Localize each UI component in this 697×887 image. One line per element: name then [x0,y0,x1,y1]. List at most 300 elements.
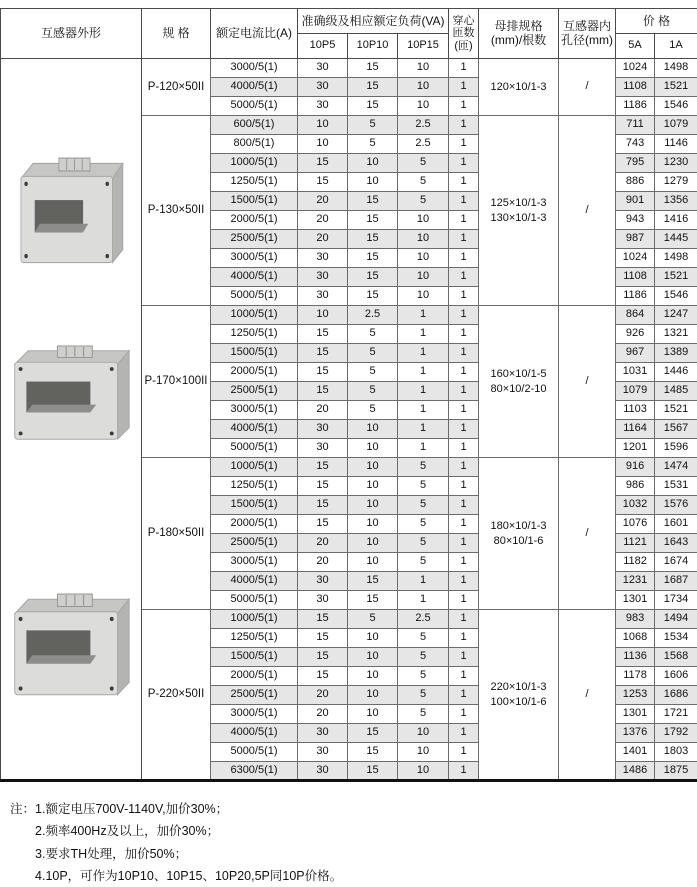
cell-10p5: 30 [298,591,348,610]
cell-10p10: 10 [348,515,398,534]
cell-ratio: 2000/5(1) [211,515,298,534]
busbar-spec: 220×10/1-3 100×10/1-6 [479,610,559,781]
cell-10p15: 10 [398,762,449,781]
note-item-4: 4.10P，可作为10P10、10P15、10P20,5P同10P价格。 [35,865,342,887]
cell-10p15: 5 [398,477,449,496]
header-price-5a: 5A [616,34,655,59]
cell-turns: 1 [449,287,479,306]
cell-price-5a: 1136 [616,648,655,667]
header-spec: 规 格 [142,9,211,59]
cell-ratio: 2000/5(1) [211,667,298,686]
cell-price-1a: 1279 [655,173,697,192]
cell-price-5a: 986 [616,477,655,496]
cell-10p5: 30 [298,287,348,306]
cell-10p15: 10 [398,287,449,306]
cell-10p10: 10 [348,667,398,686]
cell-turns: 1 [449,610,479,629]
cell-price-5a: 1301 [616,591,655,610]
cell-turns: 1 [449,192,479,211]
cell-10p5: 15 [298,496,348,515]
cell-turns: 1 [449,496,479,515]
cell-10p15: 10 [398,230,449,249]
cell-10p15: 5 [398,629,449,648]
cell-10p15: 1 [398,420,449,439]
cell-10p10: 2.5 [348,306,398,325]
cell-10p15: 5 [398,686,449,705]
cell-price-5a: 1068 [616,629,655,648]
cell-10p5: 15 [298,382,348,401]
cell-price-1a: 1792 [655,724,697,743]
header-busbar [479,9,559,59]
cell-turns: 1 [449,553,479,572]
cell-turns: 1 [449,629,479,648]
cell-ratio: 3000/5(1) [211,553,298,572]
header-bore-line1: 互感器内 [560,20,614,34]
cell-ratio: 5000/5(1) [211,287,298,306]
cell-ratio: 4000/5(1) [211,724,298,743]
cell-price-5a: 711 [616,116,655,135]
cell-10p10: 5 [348,325,398,344]
cell-ratio: 5000/5(1) [211,439,298,458]
cell-10p15: 5 [398,553,449,572]
cell-price-5a: 864 [616,306,655,325]
cell-turns: 1 [449,154,479,173]
cell-price-1a: 1146 [655,135,697,154]
cell-ratio: 1500/5(1) [211,648,298,667]
cell-10p10: 10 [348,705,398,724]
cell-price-5a: 1076 [616,515,655,534]
cell-price-5a: 967 [616,344,655,363]
cell-10p5: 30 [298,420,348,439]
cell-turns: 1 [449,249,479,268]
header-turns-line3: (匝) [450,40,477,53]
header-10p5: 10P5 [298,34,348,59]
cell-turns: 1 [449,325,479,344]
cell-10p15: 5 [398,534,449,553]
bore-value: / [559,59,616,116]
cell-price-5a: 987 [616,230,655,249]
cell-10p15: 5 [398,705,449,724]
cell-price-5a: 1032 [616,496,655,515]
cell-price-1a: 1606 [655,667,697,686]
cell-price-5a: 1108 [616,78,655,97]
cell-10p10: 15 [348,59,398,78]
cell-10p5: 30 [298,724,348,743]
cell-price-1a: 1485 [655,382,697,401]
cell-10p5: 20 [298,553,348,572]
cell-ratio: 5000/5(1) [211,743,298,762]
transformer-illustration [14,157,128,269]
cell-10p10: 10 [348,173,398,192]
cell-ratio: 5000/5(1) [211,591,298,610]
cell-turns: 1 [449,78,479,97]
header-bore [559,9,616,59]
cell-price-1a: 1247 [655,306,697,325]
cell-10p10: 5 [348,610,398,629]
header-busbar-line2: (mm)/根数 [480,34,557,48]
cell-ratio: 1250/5(1) [211,629,298,648]
cell-ratio: 4000/5(1) [211,268,298,287]
cell-10p10: 15 [348,192,398,211]
cell-10p5: 15 [298,325,348,344]
cell-price-5a: 943 [616,211,655,230]
cell-price-5a: 926 [616,325,655,344]
transformer-illustration [7,345,135,445]
cell-price-1a: 1546 [655,287,697,306]
table-header [1,9,697,59]
cell-price-5a: 1108 [616,268,655,287]
cell-10p10: 10 [348,458,398,477]
cell-turns: 1 [449,743,479,762]
cell-10p5: 30 [298,97,348,116]
table-body [1,59,697,781]
cell-price-1a: 1687 [655,572,697,591]
cell-price-1a: 1356 [655,192,697,211]
header-turns-line2: 匝数 [450,27,477,40]
cell-10p15: 10 [398,78,449,97]
cell-10p10: 15 [348,724,398,743]
cell-price-1a: 1079 [655,116,697,135]
header-bore-line2: 孔径(mm) [560,34,614,48]
cell-turns: 1 [449,420,479,439]
cell-ratio: 2500/5(1) [211,230,298,249]
cell-10p15: 1 [398,401,449,420]
cell-ratio: 4000/5(1) [211,572,298,591]
cell-turns: 1 [449,515,479,534]
cell-ratio: 800/5(1) [211,135,298,154]
cell-10p10: 15 [348,97,398,116]
cell-10p15: 1 [398,439,449,458]
cell-10p5: 30 [298,268,348,287]
transformer-spec-table [0,8,697,782]
cell-price-1a: 1674 [655,553,697,572]
cell-10p10: 5 [348,363,398,382]
cell-10p10: 15 [348,762,398,781]
spec-label: P-120×50II [142,59,211,116]
cell-10p15: 5 [398,458,449,477]
cell-10p5: 30 [298,743,348,762]
cell-10p5: 20 [298,534,348,553]
transformer-photos-cell [1,59,142,781]
cell-turns: 1 [449,762,479,781]
cell-turns: 1 [449,135,479,154]
cell-price-1a: 1446 [655,363,697,382]
cell-10p5: 15 [298,667,348,686]
cell-ratio: 4000/5(1) [211,420,298,439]
header-10p15: 10P15 [398,34,449,59]
cell-ratio: 2000/5(1) [211,363,298,382]
cell-10p10: 10 [348,477,398,496]
cell-price-5a: 901 [616,192,655,211]
cell-10p15: 1 [398,325,449,344]
catalog-page [0,8,697,886]
note-item-2: 2.频率400Hz及以上，加价30%； [35,820,342,842]
cell-10p15: 5 [398,154,449,173]
cell-10p10: 10 [348,496,398,515]
cell-10p15: 5 [398,648,449,667]
cell-ratio: 1250/5(1) [211,477,298,496]
cell-turns: 1 [449,116,479,135]
cell-10p5: 15 [298,173,348,192]
cell-10p10: 5 [348,382,398,401]
cell-turns: 1 [449,572,479,591]
cell-10p5: 30 [298,249,348,268]
cell-turns: 1 [449,382,479,401]
cell-turns: 1 [449,477,479,496]
cell-ratio: 1500/5(1) [211,496,298,515]
busbar-spec: 160×10/1-5 80×10/2-10 [479,306,559,458]
cell-ratio: 1000/5(1) [211,458,298,477]
cell-10p15: 1 [398,306,449,325]
cell-price-5a: 1031 [616,363,655,382]
cell-turns: 1 [449,306,479,325]
cell-turns: 1 [449,401,479,420]
cell-10p10: 15 [348,78,398,97]
cell-10p10: 15 [348,287,398,306]
cell-ratio: 4000/5(1) [211,78,298,97]
cell-10p10: 15 [348,249,398,268]
cell-10p15: 10 [398,724,449,743]
cell-price-5a: 983 [616,610,655,629]
cell-ratio: 5000/5(1) [211,97,298,116]
cell-10p10: 5 [348,135,398,154]
bore-value: / [559,458,616,610]
busbar-spec: 120×10/1-3 [479,59,559,116]
cell-price-5a: 1253 [616,686,655,705]
cell-10p5: 30 [298,572,348,591]
cell-price-1a: 1521 [655,401,697,420]
cell-10p15: 10 [398,249,449,268]
cell-10p15: 1 [398,572,449,591]
cell-10p5: 30 [298,439,348,458]
cell-10p5: 20 [298,192,348,211]
spec-label: P-220×50II [142,610,211,781]
cell-ratio: 1250/5(1) [211,173,298,192]
cell-turns: 1 [449,363,479,382]
cell-10p5: 20 [298,705,348,724]
cell-ratio: 2500/5(1) [211,382,298,401]
cell-price-5a: 1178 [616,667,655,686]
cell-ratio: 6300/5(1) [211,762,298,781]
header-accuracy: 准确级及相应额定负荷(VA) [298,9,449,34]
cell-price-5a: 743 [616,135,655,154]
note-item-1: 1.额定电压700V-1140V,加价30%； [35,798,342,820]
cell-10p15: 10 [398,743,449,762]
cell-price-5a: 1121 [616,534,655,553]
cell-price-1a: 1875 [655,762,697,781]
cell-10p5: 20 [298,401,348,420]
spec-label: P-180×50II [142,458,211,610]
notes-prefix: 注： [10,798,35,887]
cell-price-1a: 1601 [655,515,697,534]
cell-10p10: 15 [348,230,398,249]
cell-10p5: 10 [298,116,348,135]
header-price: 价 格 [616,9,697,34]
cell-price-1a: 1321 [655,325,697,344]
cell-turns: 1 [449,439,479,458]
cell-price-1a: 1521 [655,268,697,287]
cell-turns: 1 [449,211,479,230]
cell-turns: 1 [449,173,479,192]
cell-10p15: 10 [398,268,449,287]
cell-10p15: 5 [398,667,449,686]
cell-10p5: 15 [298,610,348,629]
cell-price-1a: 1568 [655,648,697,667]
cell-turns: 1 [449,534,479,553]
cell-turns: 1 [449,648,479,667]
cell-10p15: 1 [398,344,449,363]
cell-10p15: 10 [398,211,449,230]
cell-10p10: 10 [348,439,398,458]
header-price-1a: 1A [655,34,697,59]
cell-price-1a: 1803 [655,743,697,762]
header-ratio: 额定电流比(A) [211,9,298,59]
cell-turns: 1 [449,591,479,610]
cell-10p5: 15 [298,363,348,382]
cell-turns: 1 [449,344,479,363]
transformer-photo-3 [7,593,135,706]
cell-10p5: 20 [298,686,348,705]
cell-price-1a: 1734 [655,591,697,610]
cell-10p15: 10 [398,59,449,78]
cell-price-5a: 795 [616,154,655,173]
cell-10p5: 15 [298,154,348,173]
cell-price-1a: 1576 [655,496,697,515]
table-row [1,59,697,78]
cell-10p10: 10 [348,534,398,553]
cell-price-1a: 1474 [655,458,697,477]
cell-10p15: 1 [398,363,449,382]
cell-price-1a: 1643 [655,534,697,553]
cell-10p5: 15 [298,515,348,534]
cell-10p10: 5 [348,344,398,363]
cell-price-5a: 1079 [616,382,655,401]
header-shape: 互感器外形 [1,9,142,59]
cell-ratio: 2500/5(1) [211,534,298,553]
cell-10p5: 20 [298,230,348,249]
cell-10p15: 2.5 [398,610,449,629]
cell-turns: 1 [449,458,479,477]
cell-10p10: 15 [348,743,398,762]
cell-price-1a: 1721 [655,705,697,724]
cell-ratio: 3000/5(1) [211,401,298,420]
note-item-3: 3.要求TH处理，加价50%； [35,843,342,865]
cell-10p15: 5 [398,515,449,534]
cell-10p10: 10 [348,420,398,439]
cell-price-5a: 1201 [616,439,655,458]
cell-10p15: 2.5 [398,135,449,154]
cell-price-1a: 1596 [655,439,697,458]
cell-10p10: 10 [348,686,398,705]
cell-turns: 1 [449,230,479,249]
cell-price-5a: 1231 [616,572,655,591]
cell-turns: 1 [449,97,479,116]
cell-price-5a: 1401 [616,743,655,762]
cell-price-1a: 1546 [655,97,697,116]
cell-price-1a: 1389 [655,344,697,363]
cell-price-1a: 1416 [655,211,697,230]
notes-lines [35,798,342,887]
cell-10p15: 1 [398,382,449,401]
cell-turns: 1 [449,268,479,287]
cell-ratio: 2000/5(1) [211,211,298,230]
cell-ratio: 3000/5(1) [211,705,298,724]
cell-ratio: 3000/5(1) [211,249,298,268]
cell-ratio: 1500/5(1) [211,192,298,211]
cell-price-1a: 1498 [655,249,697,268]
cell-turns: 1 [449,59,479,78]
cell-price-5a: 1103 [616,401,655,420]
cell-price-1a: 1445 [655,230,697,249]
cell-turns: 1 [449,724,479,743]
cell-ratio: 1000/5(1) [211,154,298,173]
cell-ratio: 3000/5(1) [211,59,298,78]
busbar-spec: 180×10/1-3 80×10/1-6 [479,458,559,610]
transformer-photo-1 [14,157,128,274]
cell-10p10: 10 [348,648,398,667]
cell-price-5a: 916 [616,458,655,477]
cell-price-5a: 1186 [616,97,655,116]
cell-10p10: 15 [348,268,398,287]
cell-10p10: 15 [348,591,398,610]
bore-value: / [559,306,616,458]
cell-10p5: 15 [298,458,348,477]
cell-price-1a: 1521 [655,78,697,97]
cell-10p10: 5 [348,116,398,135]
cell-price-5a: 1164 [616,420,655,439]
cell-10p5: 10 [298,306,348,325]
cell-ratio: 600/5(1) [211,116,298,135]
bore-value: / [559,610,616,781]
cell-10p10: 10 [348,629,398,648]
cell-price-1a: 1534 [655,629,697,648]
cell-10p5: 20 [298,211,348,230]
header-turns-line1: 穿心 [450,15,477,28]
cell-10p5: 10 [298,135,348,154]
cell-price-5a: 886 [616,173,655,192]
cell-price-5a: 1301 [616,705,655,724]
cell-10p5: 15 [298,477,348,496]
spec-label: P-130×50II [142,116,211,306]
cell-10p5: 30 [298,762,348,781]
cell-ratio: 1250/5(1) [211,325,298,344]
cell-ratio: 1500/5(1) [211,344,298,363]
cell-turns: 1 [449,686,479,705]
cell-10p5: 30 [298,78,348,97]
cell-turns: 1 [449,705,479,724]
cell-price-1a: 1531 [655,477,697,496]
busbar-spec: 125×10/1-3 130×10/1-3 [479,116,559,306]
cell-10p10: 10 [348,553,398,572]
transformer-illustration [7,593,135,701]
cell-price-5a: 1182 [616,553,655,572]
cell-price-1a: 1494 [655,610,697,629]
cell-price-5a: 1376 [616,724,655,743]
transformer-photo-2 [7,345,135,450]
cell-10p5: 15 [298,629,348,648]
cell-10p15: 5 [398,496,449,515]
cell-10p15: 2.5 [398,116,449,135]
spec-label: P-170×100II [142,306,211,458]
cell-10p10: 10 [348,154,398,173]
cell-10p15: 10 [398,97,449,116]
cell-10p10: 5 [348,401,398,420]
cell-ratio: 2500/5(1) [211,686,298,705]
cell-10p15: 5 [398,173,449,192]
cell-10p5: 15 [298,344,348,363]
bore-value: / [559,116,616,306]
cell-turns: 1 [449,667,479,686]
